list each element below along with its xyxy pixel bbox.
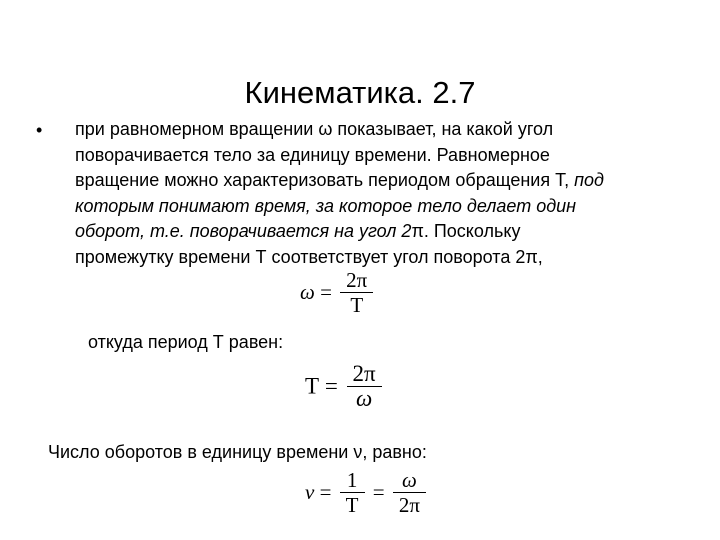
formula-frequency-equals-2: = xyxy=(372,480,385,504)
paragraph-line-6: промежутку времени Т соответствует угол поворота 2π, xyxy=(75,246,543,267)
bullet-marker: • xyxy=(36,120,43,140)
text-period: откуда период Т равен: xyxy=(88,332,284,352)
formula-frequency xyxy=(305,468,429,517)
paragraph-line-1: при равномерном вращении ω показывает, на какой угол xyxy=(75,119,554,139)
paragraph-line-5-pi: π xyxy=(411,221,424,241)
formula-omega xyxy=(300,268,376,317)
formula-period-numerator: 2π xyxy=(347,362,382,387)
formula-frequency-denominator-2: 2π xyxy=(398,493,420,517)
formula-frequency-fraction-1 xyxy=(340,468,365,517)
formula-frequency-equals-1: = xyxy=(319,480,332,504)
formula-omega-lhs: ω xyxy=(300,280,315,304)
paragraph-line-3-italic: под xyxy=(574,170,604,190)
formula-period-denominator: ω xyxy=(355,386,373,411)
formula-omega-equals: = xyxy=(320,280,332,304)
formula-omega-fraction xyxy=(340,268,373,317)
formula-omega-numerator: 2π xyxy=(340,268,373,293)
formula-period-fraction xyxy=(347,362,382,411)
paragraph-line-2: поворачивается тело за единицу времени. Равномерное xyxy=(75,144,550,165)
slide-title-text: Кинематика. 2.7 xyxy=(244,75,476,110)
bullet-paragraph xyxy=(75,117,715,270)
formula-period-lhs: T xyxy=(305,373,320,399)
formula-omega-denominator: T xyxy=(350,293,364,317)
paragraph-line-5-italic: оборот, т.е. поворачивается на угол 2 xyxy=(75,221,412,241)
paragraph-line-3-plain: вращение можно характеризовать периодом обращения Т, xyxy=(75,170,575,190)
slide-title xyxy=(0,73,720,113)
formula-frequency-fraction-2 xyxy=(393,468,426,517)
formula-frequency-denominator-1: T xyxy=(345,493,359,517)
paragraph-line-3 xyxy=(75,168,715,194)
paragraph-line-4 xyxy=(75,194,715,220)
paragraph-line-4-italic: которым понимают время, за которое тело делает один xyxy=(75,195,577,216)
paragraph-line-5 xyxy=(75,219,715,245)
formula-period-equals: = xyxy=(324,373,338,399)
paragraph-line-5-plain: . Поскольку xyxy=(423,221,521,241)
formula-frequency-numerator-2: ω xyxy=(393,468,426,493)
text-revolutions: Число оборотов в единицу времени ν, равно: xyxy=(48,442,427,462)
formula-frequency-lhs: ν xyxy=(305,480,315,504)
formula-frequency-numerator-1: 1 xyxy=(340,468,365,493)
formula-period xyxy=(305,362,385,411)
